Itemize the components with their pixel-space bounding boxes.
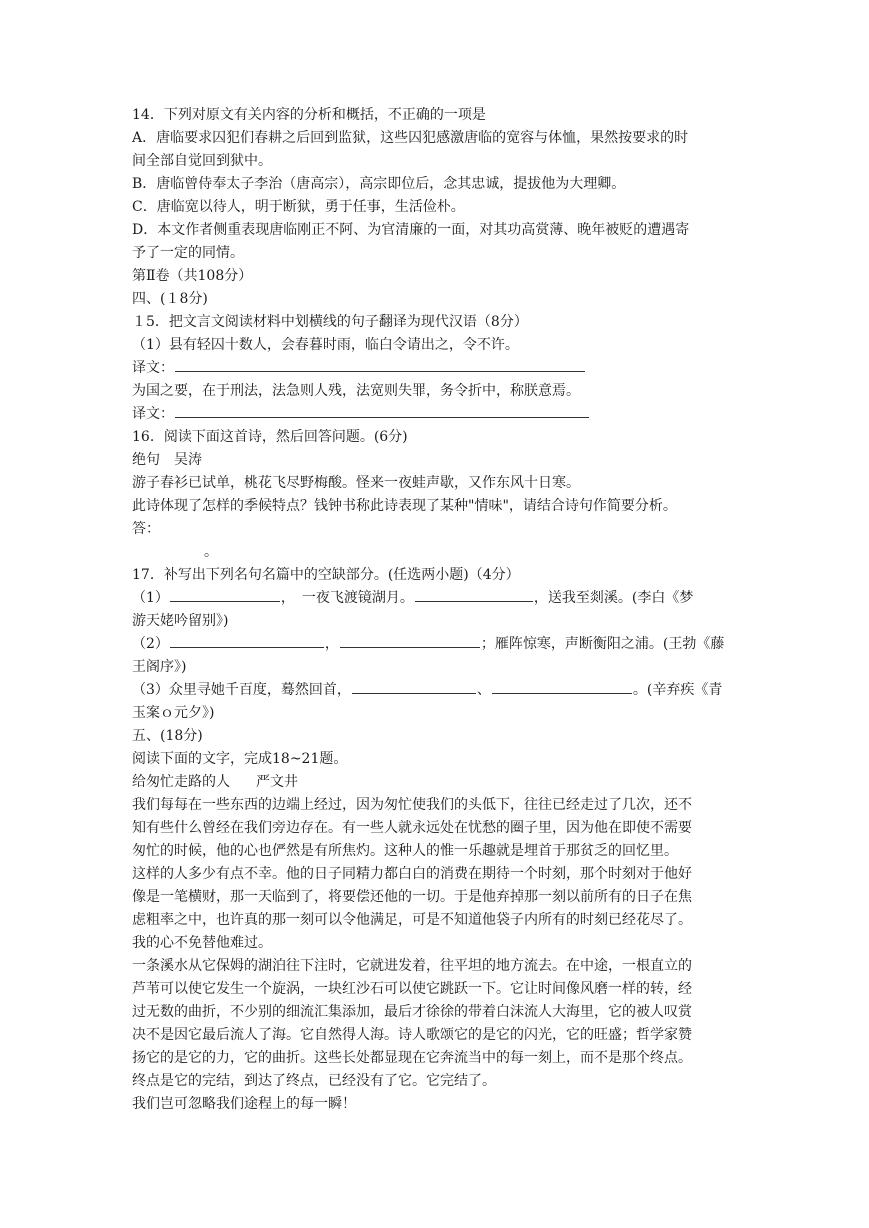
fill-blank-2b[interactable] xyxy=(340,633,480,648)
q15-translation-line-1 xyxy=(132,357,752,380)
q14-option-d-cont: 予了一定的同情。 xyxy=(132,245,244,261)
translation-blank-2[interactable] xyxy=(175,403,589,418)
reading-author: 严文井 xyxy=(256,774,298,790)
q17-item-1: （1） ， 一夜飞渡镜湖月。 ，送我至剡溪。(李白《梦 xyxy=(132,587,752,610)
translation-blank-1[interactable] xyxy=(175,357,585,372)
q14-stem: 14．下列对原文有关内容的分析和概括，不正确的一项是 xyxy=(132,107,486,123)
passage-line: 一条溪水从它保姆的湖泊往下注时，它就进发着，往平坦的地方流去。在中途，一根直立的 xyxy=(132,958,692,974)
passage-line: 这样的人多少有点不幸。他的日子同精力都白白的消费在期待一个时刻，那个时刻对于他好 xyxy=(132,866,692,882)
section-five-heading: 五、(18分) xyxy=(132,728,203,744)
translation-label: 译文： xyxy=(132,360,174,376)
passage-line: 我们每每在一些东西的边端上经过，因为匆忙使我们的头低下，往往已经走过了几次，还不 xyxy=(132,797,692,813)
fill-blank-1a[interactable] xyxy=(170,587,280,602)
q15-stem: １5．把文言文阅读材料中划横线的句子翻译为现代汉语（8分） xyxy=(132,314,528,330)
q16-question: 此诗体现了怎样的季候特点？钱钟书称此诗表现了某种"情味"，请结合诗句作简要分析。 xyxy=(132,498,677,514)
q17-item-2: （2） ， ；雁阵惊寒，声断衡阳之浦。(王勃《藤 xyxy=(132,633,752,656)
passage-line: 终点是它的完结，到达了终点，已经没有了它。它完结了。 xyxy=(132,1073,496,1089)
fill-blank-2a[interactable] xyxy=(170,633,324,648)
q14-option-a-cont: 间全部自觉回到狱中。 xyxy=(132,153,272,169)
passage-line: 过无数的曲折，不少别的细流汇集添加，最后才徐徐的带着白沫流人大海里，它的被人叹赏 xyxy=(132,1004,692,1020)
q16-stem: 16．阅读下面这首诗，然后回答问题。(6分) xyxy=(132,429,408,445)
passage-line: 芦苇可以使它发生一个旋涡，一块红沙石可以使它跳跃一下。它让时间像风磨一样的转，经 xyxy=(132,981,692,997)
q14-option-b: B．唐临曾侍奉太子李治（唐高宗），高宗即位后，念其忠诚，提拔他为大理卿。 xyxy=(132,176,626,192)
section-four-heading: 四、(１8分) xyxy=(132,291,208,307)
q14-option-c: C．唐临宽以待人，明于断狱，勇于任事，生活俭朴。 xyxy=(132,199,465,215)
q14-option-d: D．本文作者侧重表现唐临刚正不阿、为官清廉的一面，对其功高赏薄、晚年被贬的遭遇寄 xyxy=(132,222,690,238)
passage-line: 我们岂可忽略我们途程上的每一瞬！ xyxy=(132,1096,356,1112)
exam-page xyxy=(132,104,752,1116)
passage-line: 决不是因它最后流人了海。它自然得人海。诗人歌颂它的是它的闪光，它的旺盛；哲学家赞 xyxy=(132,1027,692,1043)
reading-title-line xyxy=(132,771,752,794)
passage-line: 匆忙的时候，他的心也俨然是有所焦灼。这种人的惟一乐趣就是埋首于那贫乏的回忆里。 xyxy=(132,843,678,859)
q17-item-3: （3）众里寻她千百度，蓦然回首， 、 。(辛弃疾《青 xyxy=(132,679,752,702)
q17-item-2-cont: 王阁序》) xyxy=(132,659,187,675)
q15-translation-line-2 xyxy=(132,403,752,426)
q17-stem: 17．补写出下列名句名篇中的空缺部分。(任选两小题)（4分） xyxy=(132,567,520,583)
fill-blank-3a[interactable] xyxy=(352,679,476,694)
poem-title: 绝句 吴涛 xyxy=(132,452,202,468)
poem-text: 游子春衫已试单，桃花飞尽野梅酸。怪来一夜蛙声歇，又作东风十日寒。 xyxy=(132,475,580,491)
passage-line: 虑粗率之中，也许真的那一刻可以令他满足，可是不知道他袋子内所有的时刻已经花尽了。 xyxy=(132,912,692,928)
reading-intro: 阅读下面的文字，完成18~21题。 xyxy=(132,751,348,767)
q14-option-a: A．唐临要求囚犯们春耕之后回到监狱，这些囚犯感激唐临的宽容与体恤，果然按要求的时 xyxy=(132,130,689,146)
passage-line: 扬它的是它的力，它的曲折。这些长处都显现在它奔流当中的每一刻上，而不是那个终点。 xyxy=(132,1050,692,1066)
passage-line: 知有些什么曾经在我们旁边存在。有一些人就永远处在忧愁的圈子里，因为他在即使不需要 xyxy=(132,820,692,836)
translation-label: 译文： xyxy=(132,406,174,422)
q17-item-3-cont: 玉案ｏ元夕》) xyxy=(132,705,215,721)
fill-blank-1b[interactable] xyxy=(415,587,533,602)
part-two-heading: 第Ⅱ卷（共108分） xyxy=(132,268,253,284)
q15-sentence-2: 为国之要，在于刑法，法急则人残，法宽则失罪，务令折中，称朕意焉。 xyxy=(132,383,580,399)
answer-end-mark: 。 xyxy=(204,544,218,560)
fill-blank-3b[interactable] xyxy=(492,679,632,694)
passage-line: 像是一笔横财，那一天临到了，将要偿还他的一切。于是他弃掉那一刻以前所有的日子在焦 xyxy=(132,889,692,905)
reading-passage xyxy=(132,794,752,1116)
passage-line: 我的心不免替他难过。 xyxy=(132,935,272,951)
reading-title: 给匆忙走路的人 xyxy=(132,774,230,790)
q17-item-1-cont: 游天姥吟留别》) xyxy=(132,613,229,629)
answer-label: 答： xyxy=(132,521,160,537)
q15-sentence-1: （1）县有轻囚十数人，会春暮时雨，临白令请出之，令不许。 xyxy=(132,337,519,353)
